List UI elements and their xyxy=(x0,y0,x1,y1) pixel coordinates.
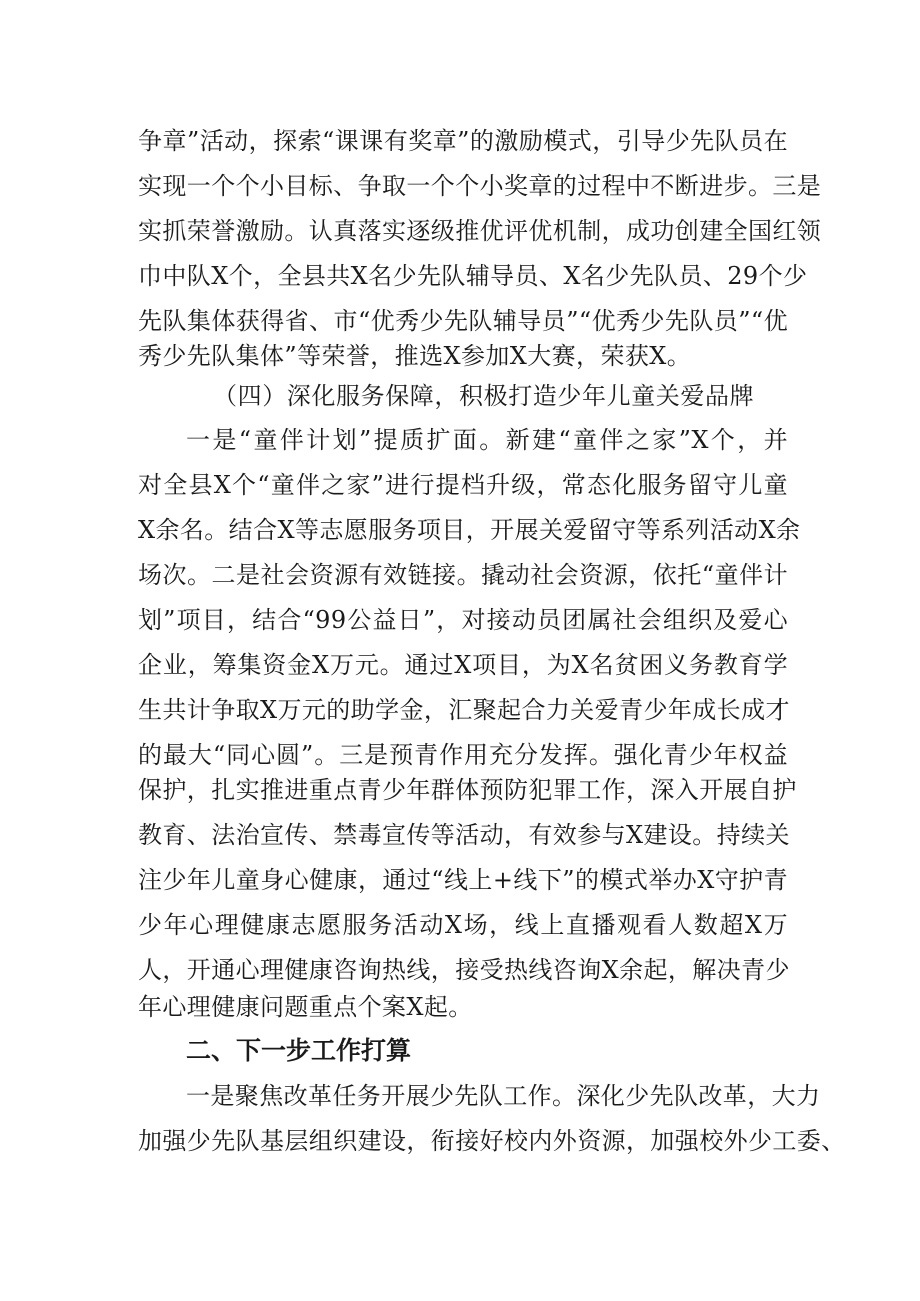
paragraph-line: 争章”活动，探索“课课有奖章”的激励模式，引导少先队员在 xyxy=(138,127,788,155)
paragraph-line: 企业，筹集资金X万元。通过X项目，为X名贫困义务教育学 xyxy=(138,651,788,679)
paragraph-line: 秀少先队集体”等荣誉，推选X参加X大赛，荣获X。 xyxy=(138,342,692,370)
paragraph-line: 生共计争取X万元的助学金，汇聚起合力关爱青少年成长成才 xyxy=(138,696,790,724)
paragraph-line: 巾中队X个，全县共X名少先队辅导员、X名少先队员、29个少 xyxy=(138,262,808,290)
paragraph-line: 少年心理健康志愿服务活动X场，线上直播观看人数超X万 xyxy=(138,911,788,939)
paragraph-line: 注少年儿童身心健康，通过“线上+线下”的模式举办X守护青 xyxy=(138,866,788,894)
paragraph-line: 一是“童伴计划”提质扩面。新建“童伴之家”X个，并 xyxy=(186,426,788,454)
paragraph-line: 划”项目，结合“99公益日”，对接动员团属社会组织及爱心 xyxy=(138,606,788,634)
paragraph-line: 加强少先队基层组织建设，衔接好校内外资源，加强校外少工委、 xyxy=(138,1127,846,1155)
paragraph-line: 年心理健康问题重点个案X起。 xyxy=(138,993,473,1021)
paragraph-line: 先队集体获得省、市“优秀少先队辅导员”“优秀少先队员”“优 xyxy=(138,307,788,335)
paragraph-line: 一是聚焦改革任务开展少先队工作。深化少先队改革，大力 xyxy=(186,1082,821,1110)
section-heading: 二、下一步工作打算 xyxy=(186,1036,412,1065)
paragraph-line: 场次。二是社会资源有效链接。撬动社会资源，依托“童伴计 xyxy=(138,561,788,589)
paragraph-line: 对全县X个“童伴之家”进行提档升级，常态化服务留守儿童 xyxy=(138,471,788,499)
paragraph-line: 教育、法治宣传、禁毒宣传等活动，有效参与X建设。持续关 xyxy=(138,821,790,849)
paragraph-line: 的最大“同心圆”。三是预青作用充分发挥。强化青少年权益 xyxy=(138,741,788,769)
paragraph-line: 实抓荣誉激励。认真落实逐级推优评优机制，成功创建全国红领 xyxy=(138,217,822,245)
paragraph-line: 保护，扎实推进重点青少年群体预防犯罪工作，深入开展自护 xyxy=(138,776,797,804)
paragraph-line: X余名。结合X等志愿服务项目，开展关爱留守等系列活动X余 xyxy=(138,516,801,544)
paragraph-line: 人，开通心理健康咨询热线，接受热线咨询X余起，解决青少 xyxy=(138,956,790,984)
section-subheading: （四）深化服务保障，积极打造少年儿童关爱品牌 xyxy=(213,382,755,410)
paragraph-line: 实现一个个小目标、争取一个个小奖章的过程中不断进步。三是 xyxy=(138,172,822,200)
